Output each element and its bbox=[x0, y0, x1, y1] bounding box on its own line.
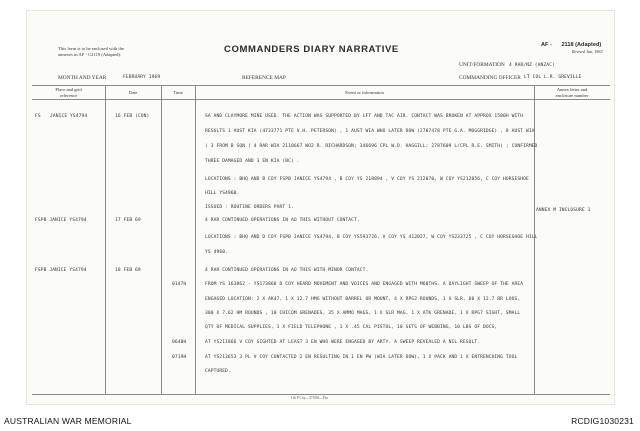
entry-3-line-7: AT YS213653 3 PL V COY CONTACTED 2 EN RESULTING IN 1 EN PW (WIA LATER DOW), 1 X PACK AND 1 X ENTRENCHING TOOL bbox=[205, 355, 518, 360]
entry-1-line-6: HILL YS4960. bbox=[205, 191, 240, 196]
col-header-annex-line-1: Annex letter and bbox=[556, 87, 588, 92]
revised-date: Revised Jan, 1963 bbox=[572, 49, 603, 54]
entry-2-place: FSPB JANICE YS4794 bbox=[35, 218, 87, 223]
col-divider-3 bbox=[195, 85, 196, 394]
col-header-place-line-2: reference bbox=[59, 92, 78, 98]
col-divider-1 bbox=[105, 85, 106, 394]
entry-1-line-1: SA AND CLAYMORE MINE USED. THE ACTION WAS SUPPORTED BY LFT AND TAC AIR. CONTACT WAS BROKEN AT APPROX 1500H WITH bbox=[205, 114, 524, 119]
col-header-date: Date bbox=[128, 90, 138, 95]
form-prefix: AF - bbox=[541, 42, 552, 48]
col-header-annex-line-2: enclosure number bbox=[555, 92, 589, 98]
entry-3-line-5: QTY OF MEDICAL SUPPLIES, 1 X FIELD TELEPHONE , 1 X .45 CAL PISTOL, 10 SETS OF WEBBING, 10 LBS OF DOCS, bbox=[205, 325, 498, 330]
reference-map-label: REFERENCE MAP bbox=[242, 75, 286, 81]
entry-1-line-7: ISSUED : ROUTINE ORDERS PART 1. bbox=[205, 205, 294, 210]
table-bottom-rule bbox=[32, 394, 610, 395]
entry-3-place: FSPB JANICE YS4794 bbox=[35, 268, 87, 273]
entry-3-time-1: 0147H bbox=[172, 282, 187, 287]
entry-1-annex: ANNEX M INCLOSURE 1 bbox=[536, 208, 591, 213]
form-code: 2118 (Adapted) bbox=[561, 42, 602, 48]
notice-line-2: annexes in AF - C2119 (Adapted). bbox=[58, 52, 122, 57]
entry-2-line-1: 4 RAR CONTINUED OPERATIONS IN AO THIS WITHOUT CONTACT. bbox=[205, 218, 360, 223]
col-divider-2 bbox=[161, 85, 162, 394]
unit-label: UNIT/FORMATION bbox=[459, 62, 505, 68]
unit-value: 4 RAR/NZ (ANZAC) bbox=[509, 63, 555, 68]
entry-3-time-3: 0719H bbox=[172, 355, 187, 360]
month-year-label: MONTH AND YEAR bbox=[58, 75, 107, 81]
notice-line-1: This form is to be enclosed with the bbox=[58, 46, 124, 51]
entry-3-line-4: 300 X 7.62 HM ROUNDS , 10 CHICOM GRENADES, 35 X AMMO MAGS, 1 X SLR MAG, 1 X ATK GRENADE, 1 X RPG7 SIGHT, SMALL bbox=[205, 311, 521, 316]
table-top-rule bbox=[32, 85, 610, 86]
entry-2-line-3: YS 4960. bbox=[205, 250, 228, 255]
form-printer-note: I & P Coy—575/60—Pin bbox=[291, 396, 328, 400]
entry-1-place-prefix: FS bbox=[35, 114, 41, 119]
col-header-place-line-1: Place and grid bbox=[55, 87, 82, 92]
entry-1-line-3: ( 3 FROM B SQN ( 4 RAR WIA 2110667 WO2 R. RICHARDSON; 346696 CPL W.D. HAGGILL; 2787609 L/CPL R.E. SMITH) ; CONFIRMED bbox=[205, 144, 538, 149]
entry-2-date: 17 FEB 69 bbox=[115, 218, 141, 223]
archive-footer-left: AUSTRALIAN WAR MEMORIAL bbox=[4, 416, 132, 426]
month-year-value: FEBRUARY 1969 bbox=[123, 75, 161, 80]
commanding-officer-value: LT COL L.R. GREVILLE bbox=[524, 75, 582, 80]
entry-3-line-3: ENGAGED LOCATION: 2 X AK47, 1 X 12.7 HMG WITHOUT BARREL OR MOUNT, 4 X RPG2 ROUNDS, 1 X SLR, 60 X 12.7 BR LOOS, bbox=[205, 297, 521, 302]
commanding-officer-label: COMMANDING OFFICER bbox=[459, 75, 521, 81]
entry-1-date: 16 FEB (CON) bbox=[115, 114, 150, 119]
col-header-annex bbox=[534, 87, 610, 98]
entry-3-line-2: FROM YS 163862 - YS173868 D COY HEARD MOVEMENT AND VOICES AND ENGAGED WITH M60THS. A DAYLIGHT SWEEP OF THE AREA bbox=[205, 282, 524, 287]
archive-footer-right: RCDIG1030231 bbox=[571, 416, 634, 426]
col-header-place bbox=[32, 87, 105, 98]
form-number bbox=[541, 42, 601, 48]
entry-1-place: JANICE YS4794 bbox=[50, 114, 88, 119]
diary-sheet bbox=[26, 10, 615, 405]
entry-3-time-2: 0640H bbox=[172, 340, 187, 345]
entry-2-line-2: LOCATIONS : BHQ AND D COY FSPB JANICE YS4794, B COY YS593726, V COY YS 412027, W COY YS233725 , C COY HORSESHOE HILL bbox=[205, 235, 538, 240]
col-header-event: Event or information bbox=[345, 90, 384, 95]
entry-3-line-8: CAPTURED. bbox=[205, 369, 231, 374]
entry-3-date: 18 FEB 69 bbox=[115, 268, 141, 273]
entry-1-line-5: LOCATIONS : BHQ AND B COY FSPB JANICE YS4794 , B COY YS 218894 , V COY YS 212070, W COY YS212056, C COY HORSESHOE bbox=[205, 177, 529, 182]
table-header-rule bbox=[32, 99, 610, 100]
col-header-time: Time bbox=[173, 90, 183, 95]
entry-3-line-6: AT YS211866 V COY SIGHTED AT LEAST 3 EN WHO WERE ENGAGED BY ARTY. A SWEEP REVEALED A NIL RESULT. bbox=[205, 340, 481, 345]
entry-3-line-1: 4 RAR CONTINUED OPERATIONS IN AO THIS WITH MINOR CONTACT. bbox=[205, 268, 369, 273]
entry-1-line-4: THREE DAMAGED AND 3 EN KIA (BC) . bbox=[205, 159, 300, 164]
page-title: COMMANDERS DIARY NARRATIVE bbox=[224, 44, 399, 55]
entry-1-line-2: RESULTS 1 AUST KIA (4733771 PTE V.H. PETERSON) , 1 AUST WIA WHO LATER DOW (2787478 PTE G.A. MOGGRIDGE) , 8 AUST WIA bbox=[205, 129, 535, 134]
